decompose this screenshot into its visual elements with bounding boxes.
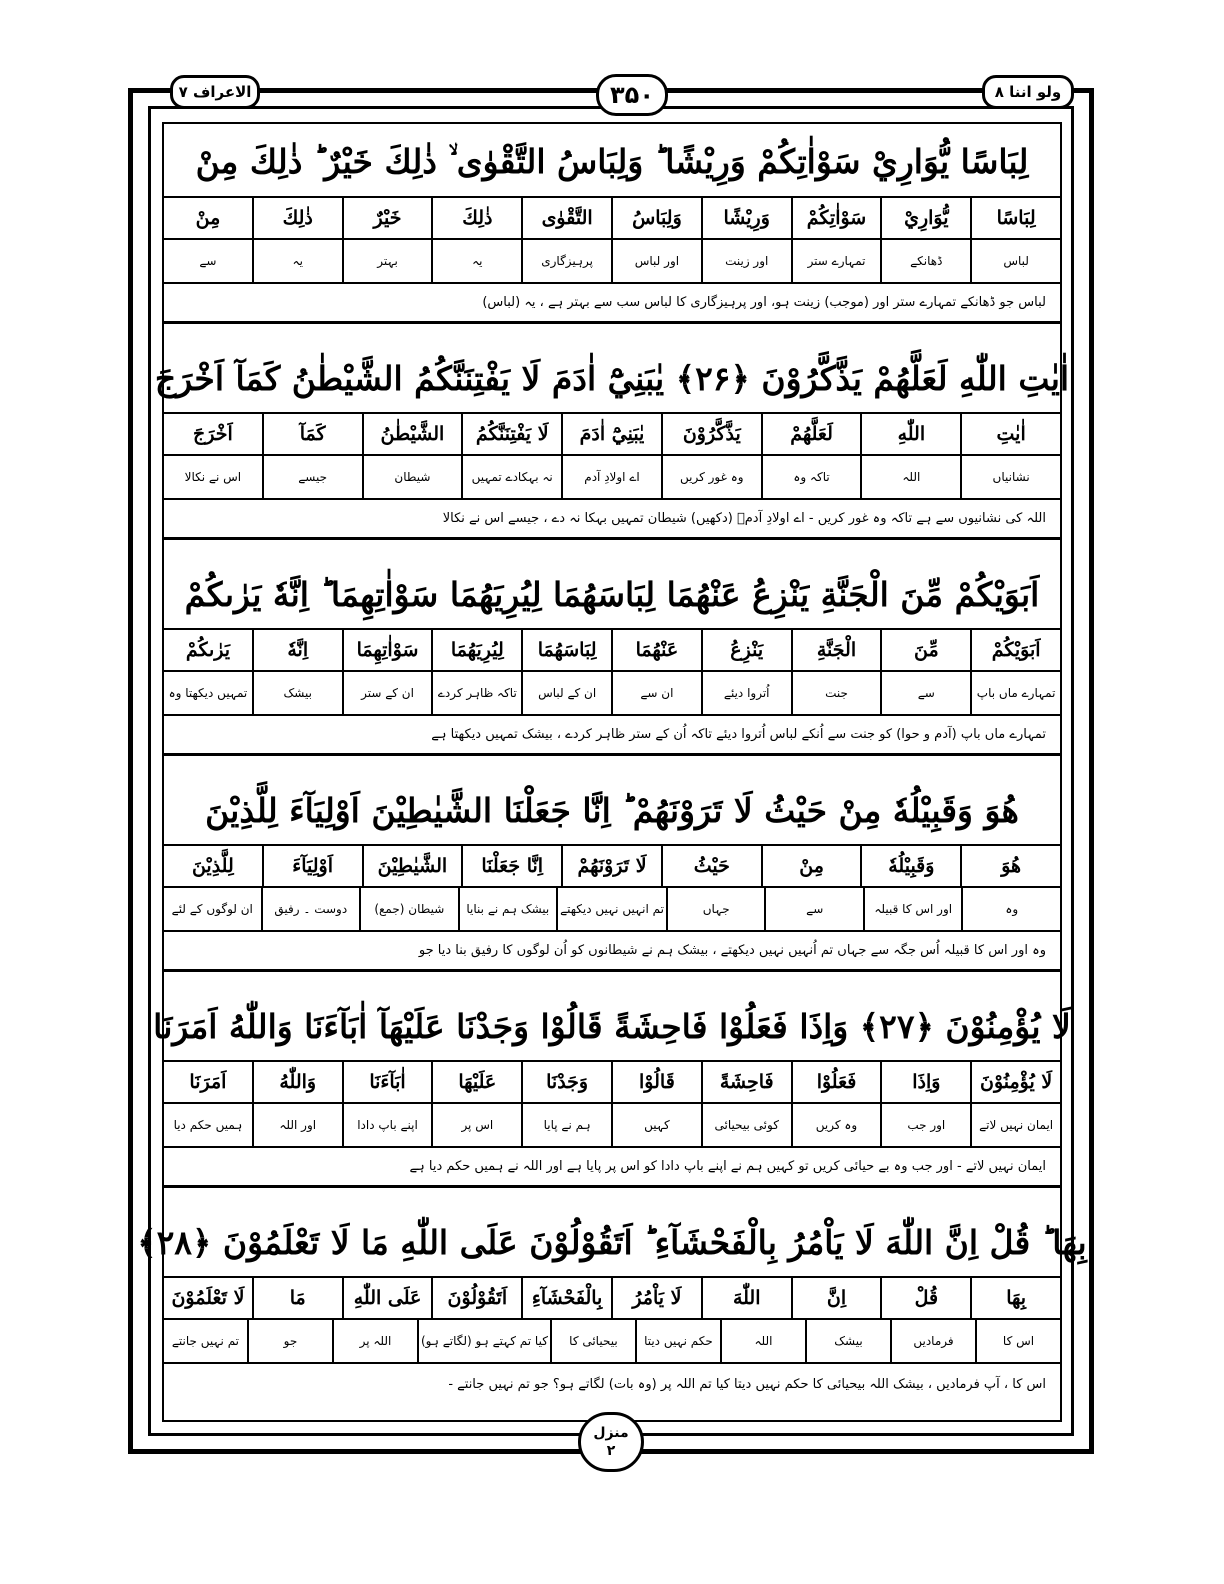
arabic-word: لِلَّذِيْنَ — [191, 855, 234, 877]
urdu-word: اور لباس — [611, 240, 701, 282]
arabic-word: قُلْ — [880, 1278, 970, 1318]
urdu-word: جیسے — [262, 456, 362, 498]
urdu-word: اور زینت — [701, 240, 791, 282]
arabic-word: اِنَّا جَعَلْنَا — [461, 846, 561, 886]
urdu-word: اور اللہ — [252, 1104, 342, 1146]
urdu-translation-line: وہ اور اس کا قبیلہ اُس جگہ سے جہاں تم اُنہیں نہیں دیکھتے ، بیشک ہم نے شیطانوں کو اُن لوگوں کا رفیق بنا دیا جو — [164, 932, 1060, 972]
page-number: ۳۵۰ — [596, 74, 668, 116]
verse-section — [137, 1208, 1087, 1404]
urdu-word: اور اس کا قبیلہ — [863, 888, 962, 930]
urdu-word: نشانیاں — [960, 456, 1060, 498]
urdu-word-row — [164, 1104, 1060, 1148]
arabic-word: لَعَلَّهُمْ — [761, 414, 861, 454]
verse-section — [164, 560, 1060, 756]
urdu-word: ان لوگوں کے لئے — [171, 902, 253, 916]
urdu-word: حکم نہیں دیتا — [635, 1320, 720, 1362]
urdu-word: بیشک ہم نے بنایا — [458, 888, 557, 930]
arabic-word: الشَّيْطٰنُ — [362, 414, 462, 454]
urdu-word: اُتروا دیئے — [701, 672, 791, 714]
manzil-label: منزل — [593, 1425, 629, 1441]
urdu-word: اپنے باپ دادا — [342, 1104, 432, 1146]
urdu-word: بیشک — [252, 672, 342, 714]
arabic-word: مَا — [252, 1278, 342, 1318]
urdu-translation-line: اللہ کی نشانیوں سے ہے تاکہ وہ غور کریں - اے اولادِ آدمؑ (دکھیں) شیطان تمہیں بہکا نہ دے ، جیسے اس نے نکالا — [164, 500, 1060, 540]
arabic-word: مِنْ — [195, 207, 221, 229]
arabic-word: فَاحِشَةً — [701, 1062, 791, 1102]
arabic-word: لِبَاسًا — [970, 198, 1060, 238]
urdu-word: وہ کریں — [791, 1104, 881, 1146]
arabic-word: عَنْهُمَا — [611, 630, 701, 670]
urdu-word: ایمان نہیں لاتے — [970, 1104, 1060, 1146]
urdu-word: اللہ — [720, 1320, 805, 1362]
arabic-word: اَوْلِيَآءَ — [262, 846, 362, 886]
urdu-translation-line: اس کا ، آپ فرمادیں ، بیشک اللہ بیحیائی کا حکم نہیں دیتا کیا تم اللہ پر (وہ بات) لگاتے ہو؟ جو تم نہیں جانتے - — [448, 1376, 1046, 1392]
arabic-word: فَعَلُوْا — [791, 1062, 881, 1102]
arabic-word: حَيْثُ — [661, 846, 761, 886]
arabic-word: لَا تَعْلَمُوْنَ — [171, 1287, 245, 1309]
urdu-word-row — [164, 888, 1060, 932]
verse-section — [164, 128, 1060, 324]
urdu-word: تاکہ ظاہر کردے — [431, 672, 521, 714]
urdu-word: تم نہیں جانتے — [171, 1334, 240, 1348]
urdu-word: ان کے لباس — [521, 672, 611, 714]
urdu-word: یہ — [431, 240, 521, 282]
arabic-word: وَاِذَا — [880, 1062, 970, 1102]
arabic-word: ذٰلِكَ — [252, 198, 342, 238]
arabic-word: الشَّيٰطِيْنَ — [362, 846, 462, 886]
arabic-word: اَتَقُوْلُوْنَ — [431, 1278, 521, 1318]
urdu-word: تمہارے ستر — [791, 240, 881, 282]
verse-section — [164, 776, 1060, 972]
urdu-word-row — [164, 672, 1060, 716]
arabic-word: اٰيٰتِ — [960, 414, 1060, 454]
urdu-word: وہ غور کریں — [661, 456, 761, 498]
arabic-verse-line: اَبَوَيْكُمْ مِّنَ الْجَنَّةِ يَنْزِعُ عَنْهُمَا لِبَاسَهُمَا لِيُرِيَهُمَا سَوْاٰتِهِمَا ؕ اِنَّهٗ يَرٰىكُمْ — [164, 560, 1060, 630]
arabic-word: اللّٰهَ — [701, 1278, 791, 1318]
arabic-word: يَنْزِعُ — [701, 630, 791, 670]
urdu-word: جنت — [791, 672, 881, 714]
urdu-word: ان کے ستر — [342, 672, 432, 714]
arabic-word: خَيْرٌ — [342, 198, 432, 238]
urdu-word: اس پر — [431, 1104, 521, 1146]
urdu-word: بہتر — [342, 240, 432, 282]
manzil-number: ۲ — [606, 1443, 616, 1459]
arabic-word: وَرِيْشًا — [701, 198, 791, 238]
arabic-verse-line: لَا يُؤْمِنُوْنَ ﴿۲۷﴾ وَاِذَا فَعَلُوْا فَاحِشَةً قَالُوْا وَجَدْنَا عَلَيْهَآ اٰبَآءَنَا وَاللّٰهُ اَمَرَنَا — [164, 992, 1060, 1062]
urdu-word: کیا تم کہتے ہو (لگاتے ہو) — [417, 1320, 550, 1362]
arabic-word: ذٰلِكَ — [431, 198, 521, 238]
urdu-word: اور جب — [880, 1104, 970, 1146]
urdu-word: دوست ۔ رفیق — [261, 888, 360, 930]
urdu-word: اے اولادِ آدم — [561, 456, 661, 498]
arabic-word: اٰبَآءَنَا — [342, 1062, 432, 1102]
arabic-word: لَا يَفْتِنَنَّكُمُ — [461, 414, 561, 454]
arabic-word: كَمَآ — [262, 414, 362, 454]
arabic-word-row — [164, 846, 1060, 888]
para-name-tag: ولو اننا ۸ — [982, 75, 1074, 109]
arabic-word: بِهَا — [970, 1278, 1060, 1318]
urdu-word: لباس — [970, 240, 1060, 282]
arabic-word: لِبَاسَهُمَا — [521, 630, 611, 670]
arabic-word: هُوَ — [960, 846, 1060, 886]
urdu-word: اس کا — [975, 1320, 1060, 1362]
arabic-word: اَمَرَنَا — [189, 1071, 227, 1093]
arabic-word: اللّٰهِ — [860, 414, 960, 454]
urdu-word: فرمادیں — [890, 1320, 975, 1362]
urdu-word: تم انہیں نہیں دیکھتے — [556, 888, 666, 930]
urdu-word: ہمیں حکم دیا — [173, 1118, 243, 1132]
arabic-word: وَاللّٰهُ — [252, 1062, 342, 1102]
arabic-verse-line: بِهَا ؕ قُلْ اِنَّ اللّٰهَ لَا يَاْمُرُ بِالْفَحْشَآءِ ؕ اَتَقُوْلُوْنَ عَلَى اللّٰهِ مَا لَا تَعْلَمُوْنَ ﴿۲۸﴾ — [164, 1208, 1060, 1278]
urdu-word: اللہ پر — [332, 1320, 417, 1362]
urdu-word: سے — [764, 888, 863, 930]
arabic-word-row — [164, 414, 1060, 456]
urdu-word: تمہیں دیکھتا وہ — [168, 686, 248, 700]
urdu-word: سے — [199, 254, 217, 268]
urdu-word: اللہ — [860, 456, 960, 498]
urdu-word: نہ بہکادے تمہیں — [461, 456, 561, 498]
urdu-word: اس نے نکالا — [184, 470, 242, 484]
urdu-translation-line: لباس جو ڈھانکے تمہارے ستر اور (موجب) زینت ہو، اور پرہیزگاری کا لباس سب سے بہتر ہے ، یہ (لباس) — [164, 284, 1060, 324]
arabic-word: يُّوَارِيْ — [880, 198, 970, 238]
arabic-word: التَّقْوٰى — [521, 198, 611, 238]
arabic-word: مِّنَ — [880, 630, 970, 670]
urdu-word-row — [164, 1320, 1060, 1364]
arabic-word: مِنْ — [761, 846, 861, 886]
urdu-word: ڈھانکے — [880, 240, 970, 282]
urdu-word: جہاں — [666, 888, 765, 930]
arabic-word: يٰبَنِيْٓ اٰدَمَ — [561, 414, 661, 454]
arabic-word: سَوْاٰتِكُمْ — [791, 198, 881, 238]
arabic-verse-line: لِبَاسًا يُّوَارِيْ سَوْاٰتِكُمْ وَرِيْشًا ؕ وَلِبَاسُ التَّقْوٰى ۙ ذٰلِكَ خَيْرٌ ؕ ذٰلِكَ مِنْ — [164, 128, 1060, 198]
arabic-word: وَجَدْنَا — [521, 1062, 611, 1102]
arabic-word: يَذَّكَّرُوْنَ — [661, 414, 761, 454]
arabic-word-row — [164, 630, 1060, 672]
arabic-word: وَلِبَاسُ — [611, 198, 701, 238]
urdu-translation-line: تمہارے ماں باپ (آدم و حوا) کو جنت سے اُنکے لباس اُتروا دیئے تاکہ اُن کے ستر ظاہر کردے ، بیشک تمہیں دیکھتا ہے — [164, 716, 1060, 756]
urdu-word: ہم نے پایا — [521, 1104, 611, 1146]
arabic-word: لَا تَرَوْنَهُمْ — [561, 846, 661, 886]
arabic-verse-line: هُوَ وَقَبِيْلُهٗ مِنْ حَيْثُ لَا تَرَوْنَهُمْ ؕ اِنَّا جَعَلْنَا الشَّيٰطِيْنَ اَوْلِيَآءَ لِلَّذِيْنَ — [164, 776, 1060, 846]
urdu-word: شیطان (جمع) — [359, 888, 458, 930]
arabic-word: اَبَوَيْكُمْ — [970, 630, 1060, 670]
arabic-word: سَوْاٰتِهِمَا — [342, 630, 432, 670]
arabic-word: قَالُوْا — [611, 1062, 701, 1102]
arabic-word-row — [164, 1278, 1060, 1320]
urdu-word: تمہارے ماں باپ — [970, 672, 1060, 714]
urdu-word: جو — [247, 1320, 332, 1362]
arabic-word: عَلَى اللّٰهِ — [342, 1278, 432, 1318]
surah-name-tag: الاعراف ۷ — [170, 75, 260, 109]
arabic-word: الْجَنَّةِ — [791, 630, 881, 670]
urdu-word: بیحیائی کا — [550, 1320, 635, 1362]
arabic-word: وَقَبِيْلُهٗ — [860, 846, 960, 886]
urdu-word: وہ — [961, 888, 1060, 930]
urdu-word-row — [164, 456, 1060, 500]
arabic-word: اِنَّهٗ — [252, 630, 342, 670]
arabic-word: بِالْفَحْشَآءِ — [521, 1278, 611, 1318]
arabic-word: يَرٰىكُمْ — [185, 639, 231, 661]
urdu-word: تاکہ وہ — [761, 456, 861, 498]
verse-section — [153, 992, 1071, 1188]
urdu-word: پرہیزگاری — [521, 240, 611, 282]
urdu-word: ان سے — [611, 672, 701, 714]
arabic-word: لَا يُؤْمِنُوْنَ — [970, 1062, 1060, 1102]
arabic-word: عَلَيْهَا — [431, 1062, 521, 1102]
urdu-word: کوئی بیحیائی — [701, 1104, 791, 1146]
arabic-word-row — [164, 1062, 1060, 1104]
urdu-word: کہیں — [611, 1104, 701, 1146]
arabic-word: لِيُرِيَهُمَا — [431, 630, 521, 670]
arabic-word: اِنَّ — [791, 1278, 881, 1318]
urdu-word: بیشک — [805, 1320, 890, 1362]
urdu-word-row — [164, 240, 1060, 284]
verse-section — [154, 344, 1070, 540]
arabic-word: اَخْرَجَ — [192, 423, 233, 445]
arabic-word: لَا يَاْمُرُ — [611, 1278, 701, 1318]
urdu-word: یہ — [252, 240, 342, 282]
urdu-word: شیطان — [362, 456, 462, 498]
urdu-word: سے — [880, 672, 970, 714]
urdu-translation-line: ایمان نہیں لاتے - اور جب وہ بے حیائی کریں تو کہیں ہم نے اپنے باپ دادا کو اس پر پایا ہے اور اللہ نے ہمیں حکم دیا ہے — [164, 1148, 1060, 1188]
manzil-marker — [578, 1412, 644, 1472]
arabic-verse-line: اٰيٰتِ اللّٰهِ لَعَلَّهُمْ يَذَّكَّرُوْنَ ﴿۲۶﴾ يٰبَنِيْٓ اٰدَمَ لَا يَفْتِنَنَّكُمُ الشَّيْطٰنُ كَمَآ اَخْرَجَ — [164, 344, 1060, 414]
arabic-word-row — [164, 198, 1060, 240]
